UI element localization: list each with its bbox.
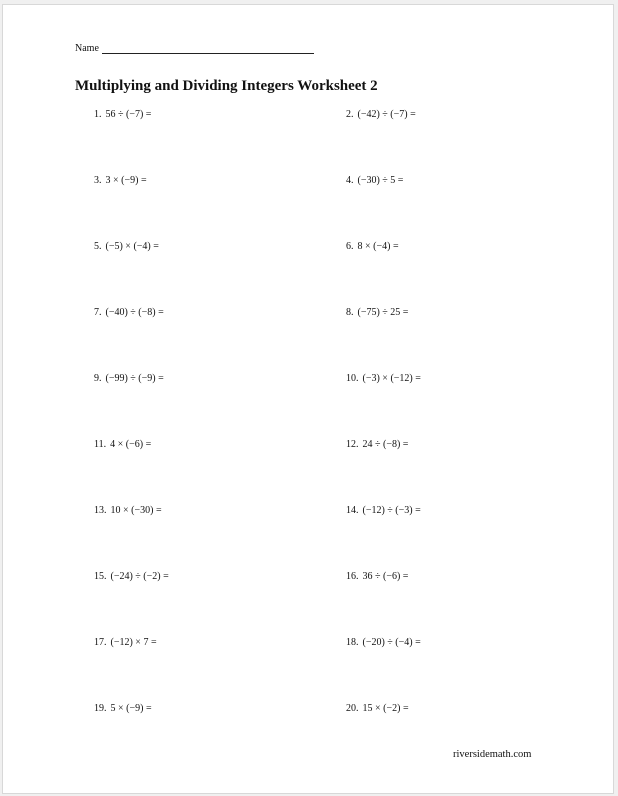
problem-number: 18. [346, 637, 359, 648]
problem-number: 5. [94, 241, 102, 252]
problem-expression: (−12) × 7 = [110, 637, 157, 648]
problem-item [346, 571, 408, 582]
problem-number: 1. [94, 109, 102, 120]
problem-expression: 8 × (−4) = [357, 241, 399, 252]
problem-number: 13. [94, 505, 107, 516]
problem-number: 7. [94, 307, 102, 318]
problem-number: 3. [94, 175, 102, 186]
problem-item [94, 571, 169, 582]
problem-item [94, 703, 152, 714]
problem-expression: (−99) ÷ (−9) = [105, 373, 164, 384]
problem-item [346, 439, 408, 450]
problem-expression: (−30) ÷ 5 = [357, 175, 404, 186]
problem-expression: (−5) × (−4) = [105, 241, 159, 252]
problem-expression: 10 × (−30) = [110, 505, 162, 516]
problem-number: 6. [346, 241, 354, 252]
problem-expression: 36 ÷ (−6) = [362, 571, 409, 582]
problem-number: 19. [94, 703, 107, 714]
problem-number: 17. [94, 637, 107, 648]
problem-item [346, 175, 403, 186]
problem-item [94, 241, 159, 252]
footer-site: riversidemath.com [453, 749, 532, 760]
problem-number: 20. [346, 703, 359, 714]
problem-item [94, 109, 151, 120]
problem-number: 16. [346, 571, 359, 582]
problem-number: 15. [94, 571, 107, 582]
problem-number: 2. [346, 109, 354, 120]
problem-item [94, 439, 151, 450]
problem-item [94, 175, 147, 186]
problem-item [94, 505, 162, 516]
problem-item [346, 703, 409, 714]
problem-expression: 56 ÷ (−7) = [105, 109, 152, 120]
problem-item [94, 307, 164, 318]
problem-number: 4. [346, 175, 354, 186]
problem-item [346, 373, 421, 384]
worksheet-page [2, 4, 614, 794]
problem-number: 14. [346, 505, 359, 516]
name-blank-line [102, 44, 314, 54]
problem-item [346, 241, 399, 252]
name-field [75, 43, 314, 54]
problem-expression: (−20) ÷ (−4) = [362, 637, 421, 648]
problem-expression: (−12) ÷ (−3) = [362, 505, 421, 516]
problem-item [346, 307, 408, 318]
problem-expression: (−75) ÷ 25 = [357, 307, 409, 318]
problem-number: 11. [94, 439, 107, 450]
name-label: Name [75, 43, 99, 54]
problem-expression: (−24) ÷ (−2) = [110, 571, 169, 582]
problem-expression: 5 × (−9) = [110, 703, 152, 714]
problem-item [346, 109, 416, 120]
problem-expression: 4 × (−6) = [110, 439, 152, 450]
problem-expression: 15 × (−2) = [362, 703, 409, 714]
problem-number: 8. [346, 307, 354, 318]
problem-number: 10. [346, 373, 359, 384]
problem-expression: (−42) ÷ (−7) = [357, 109, 416, 120]
problem-item [346, 637, 421, 648]
problem-number: 12. [346, 439, 359, 450]
problem-item [94, 637, 157, 648]
problem-item [346, 505, 421, 516]
worksheet-title: Multiplying and Dividing Integers Worksheet 2 [75, 78, 378, 94]
problem-expression: 3 × (−9) = [105, 175, 147, 186]
problem-item [94, 373, 164, 384]
problem-expression: 24 ÷ (−8) = [362, 439, 409, 450]
problem-number: 9. [94, 373, 102, 384]
problem-expression: (−40) ÷ (−8) = [105, 307, 164, 318]
problem-expression: (−3) × (−12) = [362, 373, 421, 384]
